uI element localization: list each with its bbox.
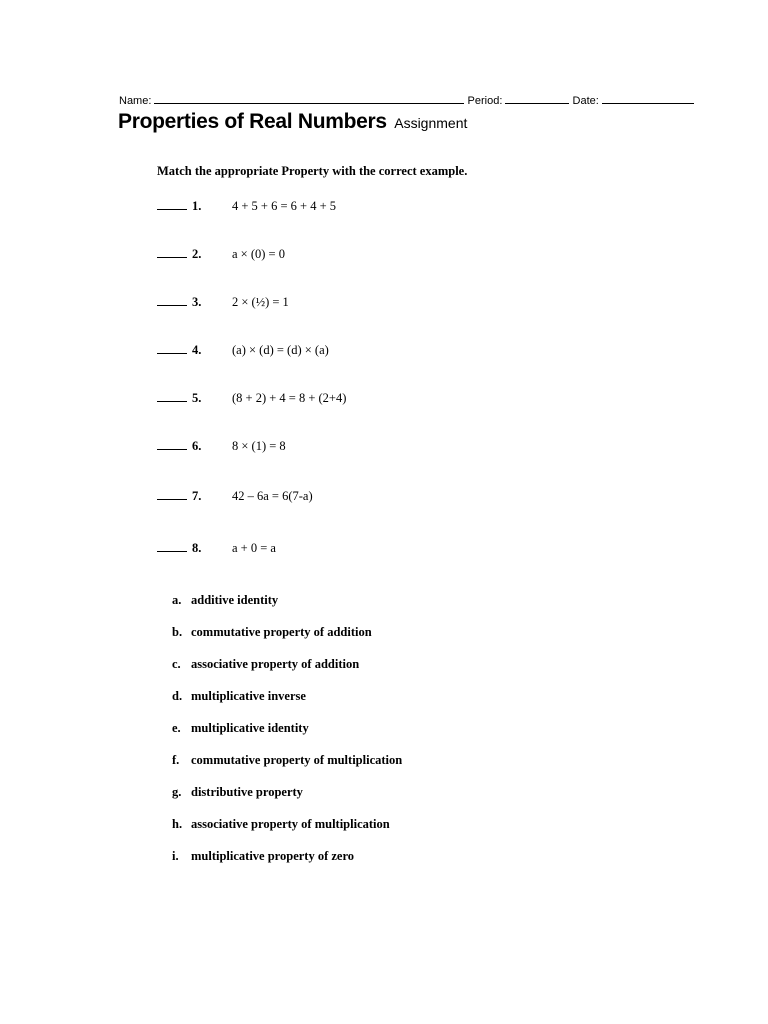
question-expression: 2 × (½) = 1 bbox=[232, 295, 289, 309]
question-item bbox=[157, 343, 329, 358]
question-expression: 4 + 5 + 6 = 6 + 4 + 5 bbox=[232, 199, 336, 213]
option-letter: d. bbox=[172, 689, 183, 703]
option-item bbox=[172, 689, 306, 704]
page-title bbox=[118, 110, 467, 134]
option-letter: b. bbox=[172, 625, 183, 639]
option-item bbox=[172, 785, 303, 800]
option-text: multiplicative inverse bbox=[191, 689, 306, 703]
instructions: Match the appropriate Property with the correct example. bbox=[157, 164, 468, 178]
option-letter: g. bbox=[172, 785, 182, 799]
question-number: 6. bbox=[192, 439, 202, 453]
question-item bbox=[157, 391, 346, 406]
header-fields bbox=[119, 92, 689, 107]
option-letter: f. bbox=[172, 753, 180, 767]
option-item bbox=[172, 625, 372, 640]
option-text: multiplicative property of zero bbox=[191, 849, 355, 863]
answer-blank[interactable] bbox=[157, 247, 187, 258]
question-number: 3. bbox=[192, 295, 202, 309]
question-number: 5. bbox=[192, 391, 202, 405]
option-text: distributive property bbox=[191, 785, 303, 799]
name-field[interactable] bbox=[154, 92, 464, 104]
answer-blank[interactable] bbox=[157, 295, 187, 306]
option-item bbox=[172, 817, 390, 832]
question-expression: 42 – 6a = 6(7-a) bbox=[232, 489, 313, 503]
option-item bbox=[172, 657, 359, 672]
answer-blank[interactable] bbox=[157, 199, 187, 210]
option-letter: h. bbox=[172, 817, 183, 831]
option-text: additive identity bbox=[191, 593, 279, 607]
option-item bbox=[172, 849, 354, 864]
question-expression: (a) × (d) = (d) × (a) bbox=[232, 343, 329, 357]
question-item bbox=[157, 247, 285, 262]
option-text: commutative property of addition bbox=[191, 625, 372, 639]
period-label: Period: bbox=[467, 95, 503, 107]
option-letter: c. bbox=[172, 657, 181, 671]
option-letter: i. bbox=[172, 849, 179, 863]
question-number: 7. bbox=[192, 489, 202, 503]
question-number: 4. bbox=[192, 343, 202, 357]
option-text: commutative property of multiplication bbox=[191, 753, 403, 767]
question-number: 1. bbox=[192, 199, 202, 213]
question-expression: a + 0 = a bbox=[232, 541, 276, 555]
title-sub: Assignment bbox=[394, 115, 468, 131]
title-main: Properties of Real Numbers bbox=[118, 110, 387, 133]
option-letter: e. bbox=[172, 721, 181, 735]
answer-blank[interactable] bbox=[157, 343, 187, 354]
option-text: multiplicative identity bbox=[191, 721, 309, 735]
option-item bbox=[172, 721, 309, 736]
question-expression: a × (0) = 0 bbox=[232, 247, 285, 261]
question-item bbox=[157, 489, 313, 504]
question-item bbox=[157, 541, 276, 556]
period-field[interactable] bbox=[505, 92, 569, 104]
question-number: 2. bbox=[192, 247, 202, 261]
answer-blank[interactable] bbox=[157, 541, 187, 552]
answer-blank[interactable] bbox=[157, 489, 187, 500]
name-label: Name: bbox=[119, 95, 152, 107]
question-item bbox=[157, 199, 336, 214]
option-item bbox=[172, 593, 278, 608]
question-expression: 8 × (1) = 8 bbox=[232, 439, 286, 453]
question-item bbox=[157, 295, 289, 310]
date-label: Date: bbox=[572, 95, 599, 107]
option-text: associative property of addition bbox=[191, 657, 360, 671]
option-letter: a. bbox=[172, 593, 182, 607]
option-item bbox=[172, 753, 402, 768]
date-field[interactable] bbox=[602, 92, 694, 104]
question-item bbox=[157, 439, 286, 454]
question-expression: (8 + 2) + 4 = 8 + (2+4) bbox=[232, 391, 347, 405]
question-number: 8. bbox=[192, 541, 202, 555]
option-text: associative property of multiplication bbox=[191, 817, 390, 831]
answer-blank[interactable] bbox=[157, 439, 187, 450]
answer-blank[interactable] bbox=[157, 391, 187, 402]
